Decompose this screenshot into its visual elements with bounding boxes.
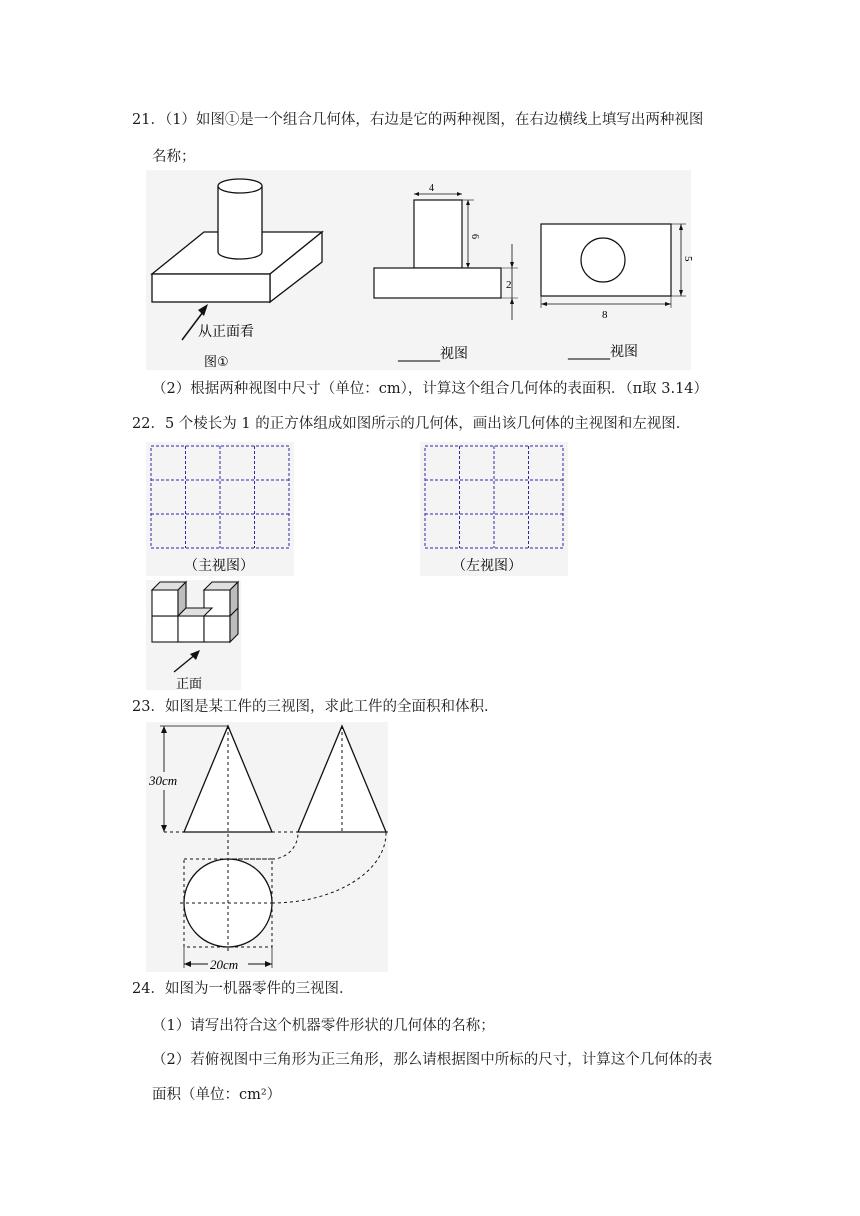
q24-line2: （1）请写出符合这个机器零件形状的几何体的名称； bbox=[152, 1018, 495, 1034]
q22-line1: 22．5 个棱长为 1 的正方体组成如图所示的几何体，画出该几何体的主视图和左视图． bbox=[132, 416, 691, 432]
top-view-drawing bbox=[541, 224, 671, 296]
main-view-grid bbox=[146, 442, 294, 576]
zhengmian-label: 正面 bbox=[176, 677, 203, 692]
q24-line4: 面积（单位：cm²） bbox=[152, 1087, 282, 1103]
figure-label: 图① bbox=[204, 355, 229, 370]
view-name-blank-2: ______视图 bbox=[568, 344, 638, 360]
arrow-label: 从正面看 bbox=[198, 324, 254, 340]
q23-line1: 23．如图是某工件的三视图，求此工件的全面积和体积． bbox=[132, 699, 499, 715]
dim-4: 4 bbox=[429, 183, 434, 194]
left-view-grid bbox=[420, 442, 568, 576]
height-dim: 30cm bbox=[149, 773, 178, 788]
q21-line3: （2）根据两种视图中尺寸（单位：cm），计算这个组合几何体的表面积．（π取 3.14） bbox=[152, 381, 709, 397]
view-name-blank-1: ______视图 bbox=[398, 346, 468, 362]
q21-line1: 21．（1）如图①是一个组合几何体，右边是它的两种视图，在右边横线上填写出两种视图 bbox=[132, 112, 704, 128]
left-view-label: （左视图） bbox=[452, 558, 522, 574]
q24-line1: 24．如图为一机器零件的三视图． bbox=[132, 981, 354, 997]
q21-figure bbox=[146, 170, 694, 370]
diameter-dim: 20cm bbox=[210, 957, 239, 972]
main-view-label: （主视图） bbox=[184, 558, 254, 574]
cube-stack-figure bbox=[146, 580, 241, 690]
dim-5: 5 bbox=[682, 256, 694, 262]
dim-6: 6 bbox=[469, 234, 480, 239]
q21-line2: 名称； bbox=[152, 149, 196, 165]
three-view-figure bbox=[146, 722, 388, 972]
dim-2: 2 bbox=[506, 279, 512, 291]
dim-8: 8 bbox=[602, 309, 608, 321]
q24-line3: （2）若俯视图中三角形为正三角形，那么请根据图中所标的尺寸，计算这个几何体的表 bbox=[152, 1052, 713, 1068]
